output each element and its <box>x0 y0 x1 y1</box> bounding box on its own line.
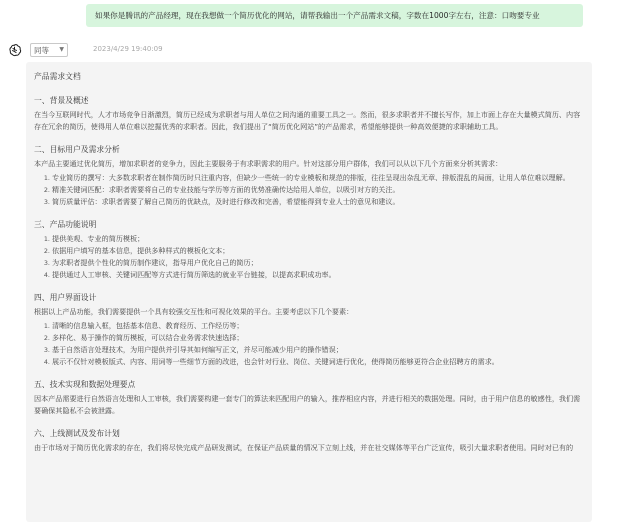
section-paragraph: 因本产品需要进行自然语言处理和人工审核，我们需要构建一套专门的算法来匹配用户的输入，推荐相应内容，并进行相关的数据处理。同时，由于用户信息的敏感性，我们需要确保其隐私不会被泄露。 <box>34 394 581 415</box>
assistant-answer <box>26 62 592 522</box>
list-item: 2. 精准关键词匹配：求职者需要将自己的专业技能与学历等方面的优势准确传达给用人单位，以吸引对方的关注。 <box>52 184 584 196</box>
section-paragraph: 在当今互联网时代，人才市场竞争日渐激烈，简历已经成为求职者与用人单位之间沟通的重要工具之一。然而，很多求职者并不擅长写作，加上市面上存在大量模式简历、内容存在冗余的简历，使得用人单位难以挖掘优秀的求职者。因此，我们提出了“简历优化网站”的产品需求，希望能够提供一种高效便捷的求职辅助工具。 <box>34 110 581 131</box>
user-message-bubble <box>86 4 583 27</box>
chatgpt-logo-icon <box>6 42 22 58</box>
model-selector[interactable] <box>30 43 68 57</box>
numbered-list <box>34 172 584 208</box>
section-heading: 二、目标用户及需求分析 <box>34 145 120 154</box>
message-timestamp: 2023/4/29 19:40:09 <box>93 45 163 53</box>
section-heading: 六、上线测试及发布计划 <box>34 429 120 438</box>
section-paragraph: 根据以上产品功能，我们需要提供一个具有较强交互性和可视化效果的平台。主要考虑以下几个要素： <box>34 307 354 316</box>
list-item: 3. 为求职者提供个性化的简历制作建议，指导用户优化自己的简历； <box>52 257 584 269</box>
section-paragraph: 本产品主要通过优化简历，增加求职者的竞争力，因此主要服务于有求职需求的用户。针对这部分用户群体，我们可以从以下几个方面来分析其需求： <box>34 159 503 168</box>
section-paragraph: 由于市场对于简历优化需求的存在，我们将尽快完成产品研发测试，在保证产品质量的情况下立刻上线，并在社交媒体等平台广泛宣传，吸引大量求职者使用。同时对已有的 <box>34 443 574 452</box>
section-heading: 三、产品功能说明 <box>34 220 97 229</box>
list-item: 1. 提供美观、专业的简历模板； <box>52 233 584 245</box>
list-item: 2. 依据用户填写的基本信息，提供多种样式的模板化文本； <box>52 245 584 257</box>
list-item: 3. 简历质量评估：求职者需要了解自己简历的优缺点，及时进行修改和完善，希望能得到专业人士的意见和建议。 <box>52 196 584 208</box>
section-heading: 五、技术实现和数据处理要点 <box>34 380 136 389</box>
list-item: 1. 清晰的信息输入框，包括基本信息、教育经历、工作经历等； <box>52 320 584 332</box>
numbered-list <box>34 320 584 368</box>
chevron-down-icon: ▼ <box>59 46 64 53</box>
list-item: 4. 提供通过人工审核、关键词匹配等方式进行简历筛选的就业平台链接，以提高求职成功率。 <box>52 269 584 281</box>
doc-title: 产品需求文档 <box>34 72 81 81</box>
list-item: 2. 多样化、易于操作的简历模板，可以结合业务需求快速选择； <box>52 332 584 344</box>
list-item: 4. 展示不仅针对模板版式、内容、用词等一些细节方面的改进，也会针对行业、岗位、关键词进行优化，使得简历能够更符合企业招聘方的需求。 <box>52 356 584 368</box>
numbered-list <box>34 233 584 281</box>
list-item: 1. 专业简历的撰写：大多数求职者在制作简历时只注重内容，但缺少一些统一的专业模板和规范的排版，往往呈现出杂乱无章、排版混乱的局面，让用人单位难以理解。 <box>52 172 584 184</box>
user-message-text: 如果你是腾讯的产品经理，现在我想做一个简历优化的网站，请帮我输出一个产品需求文稿，字数在1000字左右，注意：口吻要专业 <box>95 11 540 20</box>
list-item: 3. 基于自然语言处理技术，为用户提供并引导其如何编写正文，并尽可能减少用户的操作错误； <box>52 344 584 356</box>
section-heading: 四、用户界面设计 <box>34 293 97 302</box>
model-selector-value: 同等 <box>34 45 49 55</box>
section-heading: 一、背景及概述 <box>34 96 89 105</box>
